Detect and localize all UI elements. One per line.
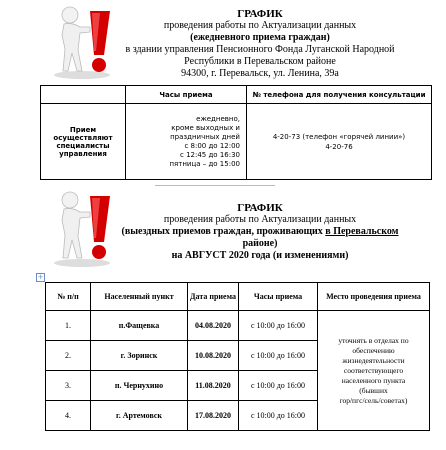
hours-line: ежедневно,	[196, 114, 240, 123]
row-hours: с 10:00 до 16:00	[239, 341, 318, 371]
table1-row-label: Прием осуществляют специалисты управления	[41, 104, 126, 180]
row-number: 3.	[46, 371, 91, 401]
location-line: уточнять в отделах по	[338, 335, 409, 345]
row-date: 04.08.2020	[188, 311, 239, 341]
schedule-address-line-3: 94300, г. Перевальск, ул. Ленина, 39а	[181, 68, 339, 79]
row-date: 11.08.2020	[188, 371, 239, 401]
row-place: г. Зоринск	[91, 341, 188, 371]
row-hours: с 10:00 до 16:00	[239, 401, 318, 431]
visit-schedule-table	[45, 282, 430, 431]
location-line: жизнедеятельности	[342, 355, 405, 365]
table1-header-hours: Часы приема	[126, 86, 247, 104]
table-row	[46, 311, 430, 341]
schedule-address-line-1: в здании управления Пенсионного Фонда Луганской Народной	[125, 44, 395, 55]
table1-hours-cell	[126, 104, 247, 180]
location-line: гор/пгс/сель/советах)	[339, 395, 408, 405]
table1-header-empty	[41, 86, 126, 104]
location-cell	[318, 311, 430, 431]
hours-line: с 8:00 до 12:00	[184, 141, 240, 150]
row-number: 2.	[46, 341, 91, 371]
table2-header-hours: Часы приема	[239, 283, 318, 311]
location-line: (бывших	[359, 385, 388, 395]
row-place: п. Чернухино	[91, 371, 188, 401]
location-line: соответствующего	[343, 365, 404, 375]
schedule2-period: на АВГУСТ 2020 года (и изменениями)	[171, 250, 349, 261]
hours-line: с 12:45 до 16:30	[180, 150, 240, 159]
schedule-header-1	[110, 8, 410, 80]
schedule2-subtitle-2b: в Перевальском	[325, 226, 399, 237]
table-move-handle-icon[interactable]: +	[37, 273, 44, 281]
schedule-address-line-2: Республики в Перевальском районе	[184, 56, 336, 67]
phone-hotline: 4-20-73 (телефон «горячей линии»)	[272, 132, 406, 141]
schedule-header-2	[110, 202, 410, 262]
schedule2-subtitle-3: районе)	[242, 238, 278, 249]
phone-second: 4-20-76	[325, 142, 353, 151]
hours-line: кроме выходных и	[171, 123, 240, 132]
schedule2-subtitle-2	[110, 226, 410, 238]
location-line: населенного пункта	[341, 375, 406, 385]
daily-schedule-table	[40, 85, 432, 180]
table2-header-location: Место проведения приема	[318, 283, 430, 311]
schedule-subtitle-1: проведения работы по Актуализации данных	[163, 20, 357, 31]
schedule2-subtitle-2a: (выездных приемов граждан, проживающих	[121, 226, 326, 237]
separator-mark	[155, 185, 275, 186]
table2-header-place: Населенный пункт	[91, 283, 188, 311]
row-hours: с 10:00 до 16:00	[239, 311, 318, 341]
schedule-title-2: ГРАФИК	[237, 202, 283, 214]
table2-header-date: Дата приема	[188, 283, 239, 311]
schedule2-subtitle-1: проведения работы по Актуализации данных	[163, 214, 357, 225]
schedule-title-1: ГРАФИК	[237, 8, 283, 20]
row-number: 1.	[46, 311, 91, 341]
row-hours: с 10:00 до 16:00	[239, 371, 318, 401]
schedule-subtitle-2: (ежедневного приема граждан)	[190, 32, 330, 43]
hours-line: праздничных дней	[170, 132, 240, 141]
table1-header-phone: № телефона для получения консультации	[247, 86, 432, 104]
table1-phone-cell	[247, 104, 432, 180]
hours-line: пятница – до 15:00	[169, 159, 240, 168]
location-line: обеспечению	[352, 345, 395, 355]
row-place: г. Артемовск	[91, 401, 188, 431]
row-date: 17.08.2020	[188, 401, 239, 431]
row-number: 4.	[46, 401, 91, 431]
row-date: 10.08.2020	[188, 341, 239, 371]
row-place: п.Фащевка	[91, 311, 188, 341]
table2-header-num: № п/п	[46, 283, 91, 311]
